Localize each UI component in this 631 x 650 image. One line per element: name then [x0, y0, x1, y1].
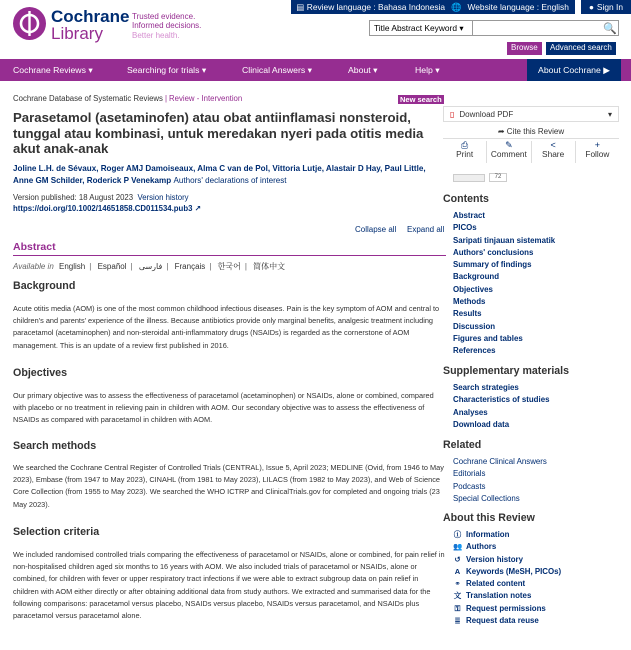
about-item-translation-notes[interactable] [453, 590, 561, 602]
related-item[interactable]: Podcasts [453, 481, 486, 491]
about-item-request-data-reuse[interactable] [453, 615, 561, 627]
nav-label: Clinical Answers [242, 65, 306, 75]
sign-in-label: Sign In [596, 2, 623, 12]
keywords-icon: A [454, 566, 461, 576]
background-heading: Background [13, 280, 76, 292]
about-review-heading: About this Review [443, 512, 535, 524]
search-bar [369, 20, 619, 36]
supplementary-heading: Supplementary materials [443, 365, 569, 377]
nav-label: About [348, 65, 371, 75]
selection-criteria-heading: Selection criteria [13, 526, 100, 538]
chevron-down-icon: ▾ [88, 65, 93, 75]
language-link[interactable]: English [59, 262, 86, 271]
search-field-select[interactable]: Title Abstract Keyword ▾ [370, 21, 473, 35]
contents-item[interactable]: Results [453, 309, 482, 319]
separator: | [166, 262, 169, 271]
abstract-heading[interactable]: Abstract [13, 241, 446, 256]
share-label: Share [542, 149, 565, 159]
logo-line1: Cochrane [51, 7, 130, 26]
about-item-label: Request permissions [466, 603, 546, 613]
about-item-label: Authors [466, 542, 497, 552]
publication-meta [13, 192, 201, 214]
breadcrumb-review-type: Review - Intervention [168, 94, 243, 103]
download-pdf-button[interactable] [443, 106, 619, 122]
chevron-down-icon: ▾ [607, 109, 612, 119]
pdf-icon: ▯ [450, 109, 455, 119]
tagline-line3: Better health. [132, 30, 180, 40]
supplementary-item[interactable]: Characteristics of studies [453, 395, 550, 405]
language-link[interactable]: 简体中文 [253, 262, 286, 271]
user-icon: ● [588, 2, 594, 12]
related-heading: Related [443, 439, 482, 451]
contents-item[interactable]: Objectives [453, 284, 493, 294]
about-item-label: Translation notes [466, 591, 532, 601]
altmetric-badge[interactable] [453, 174, 485, 182]
about-cochrane-button[interactable] [527, 59, 621, 81]
contents-item[interactable]: Discussion [453, 321, 496, 331]
follow-button[interactable] [576, 141, 619, 163]
print-button[interactable] [443, 141, 487, 163]
supplementary-list [453, 382, 549, 431]
separator: | [130, 262, 133, 271]
search-button[interactable] [602, 21, 618, 35]
about-item-label: Version history [466, 554, 524, 564]
search-icon: 🔍 [603, 22, 617, 35]
objectives-heading: Objectives [13, 367, 68, 379]
contents-item[interactable]: Summary of findings [453, 260, 532, 270]
data-reuse-icon: ≣ [454, 616, 461, 626]
browse-button[interactable]: Browse [507, 42, 542, 55]
nav-help[interactable] [415, 65, 440, 76]
selection-criteria-text: We included randomised controlled trials comparing the effectiveness of paracetamol or NSAIDs, alone or combined, for pain relief in non-hospitalised children aged six months to 16 years with AOM. We also included trials of paracetamol or NSAIDs, alone or combined, for children with fever or upper respiratory tract infections if we were able to extract subgroup data on pain relief in children with AOM either directly or after obtaining additional data from study authors. We extracted and summarised data for the following comparisons: paracetamol versus placebo, NSAIDs versus placebo, NSAIDs versus paracetamol, and NSAIDs plus paracetamol versus paracetamol alone. [13, 550, 445, 621]
contents-item[interactable]: Abstract [453, 211, 486, 220]
about-item-version-history[interactable] [453, 554, 561, 566]
language-bar [291, 0, 575, 14]
about-item-label: Related content [466, 579, 526, 589]
language-link[interactable]: Español [97, 262, 127, 271]
contents-item[interactable]: References [453, 346, 496, 356]
comment-icon: ✎ [505, 140, 513, 150]
contents-item[interactable]: Figures and tables [453, 333, 523, 343]
version-published: Version published: 18 August 2023 [13, 193, 134, 202]
review-language-link[interactable]: Review language : Bahasa Indonesia [306, 2, 446, 12]
contents-heading: Contents [443, 193, 489, 205]
authors-block [13, 163, 443, 187]
review-language-icon: ▤ [296, 2, 307, 12]
chevron-right-icon: ▶ [603, 64, 610, 75]
objectives-text: Our primary objective was to assess the effectiveness of paracetamol (acetaminophen) or NSAIDs, alone or combined, compared with placebo or no treatment in relieving pain in children with AOM. Our secondary objective was to assess the effectiveness of NSAIDs as compared with paracetamol in children with AOM. [13, 391, 434, 425]
cite-review-button[interactable] [443, 125, 619, 139]
authors-icon: 👥 [453, 542, 463, 552]
chevron-down-icon: ▾ [201, 65, 207, 75]
review-actions [443, 141, 619, 163]
version-history-link[interactable]: Version history [137, 193, 189, 202]
about-item-label: Keywords (MeSH, PICOs) [466, 566, 562, 576]
supplementary-item[interactable]: Search strategies [453, 383, 519, 392]
supplementary-item[interactable]: Analyses [453, 407, 488, 417]
nav-cochrane-reviews[interactable] [13, 65, 93, 76]
top-bar-right [291, 0, 631, 14]
chevron-down-icon: ▾ [373, 65, 378, 75]
about-item-label: Request data reuse [466, 616, 539, 626]
website-language-link[interactable]: Website language : English [467, 2, 569, 12]
main-nav [0, 59, 631, 81]
doi-link[interactable]: https://doi.org/10.1002/14651858.CD011534.pub3 [13, 204, 193, 213]
permissions-icon: ⚿ [454, 603, 461, 613]
logo-wordmark [51, 8, 129, 42]
authors-declarations-link[interactable]: Authors' declarations of interest [173, 175, 287, 185]
about-item-keywords[interactable] [453, 566, 561, 578]
contents-item[interactable]: Methods [453, 297, 486, 307]
language-link[interactable]: فارسی [138, 262, 163, 271]
chevron-down-icon: ▾ [435, 65, 440, 75]
print-icon: ⎙ [461, 140, 469, 150]
separator: | [209, 262, 212, 271]
search-field-select-value: Title Abstract Keyword [374, 23, 458, 33]
about-item-authors[interactable] [453, 541, 561, 553]
breadcrumb-database[interactable]: Cochrane Database of Systematic Reviews [13, 94, 163, 103]
related-list [453, 456, 547, 505]
contents-item[interactable]: Background [453, 272, 500, 282]
new-search-button[interactable]: New search [400, 95, 442, 104]
comment-label: Comment [490, 149, 527, 159]
separator: | [244, 262, 247, 271]
nav-label: Searching for trials [127, 65, 200, 75]
about-cochrane-label: About Cochrane [538, 65, 601, 75]
sign-in-button[interactable] [581, 0, 631, 14]
available-label: Available in [13, 262, 54, 271]
authors-list[interactable]: Joline L.H. de Sévaux, Roger AMJ Damoiseaux, Alma C van de Pol, Vittoria Lutje, Alastair D Hay, Paul Little, Anne GM Schilder, Roderick P Venekamp [13, 164, 426, 185]
nav-about[interactable] [348, 65, 378, 76]
nav-clinical-answers[interactable] [242, 65, 312, 76]
history-icon: ↺ [454, 554, 461, 564]
follow-label: Follow [585, 149, 610, 159]
follow-icon: + [594, 140, 600, 150]
supplementary-item[interactable]: Download data [453, 419, 510, 429]
tagline-line2: Informed decisions. [132, 21, 202, 31]
share-icon: < [550, 140, 556, 150]
search-methods-text: We searched the Cochrane Central Register of Controlled Trials (CENTRAL), Issue 5, April 2023; MEDLINE (Ovid, from 1946 to May 2023), Embase (from 1947 to May 2023), CINAHL (from 1981 to May 2023), LILACS (from 1982 to May 2023), and Web of Science Core Collection (from 1955 to May 2023). We searched the WHO ICTRP and ClinicalTrials.gov for completed and ongoing trials (23 May 2023). [13, 463, 444, 509]
breadcrumb [13, 94, 242, 103]
page-title: Parasetamol (asetaminofen) atau obat antiinflamasi nonsteroid, tunggal atau kombinasi, untuk meredakan nyeri pada otitis media akut anak-anak [13, 110, 424, 156]
collapse-all-link[interactable]: Collapse all [355, 225, 397, 234]
tagline-line1: Trusted evidence. [132, 12, 196, 21]
nav-label: Cochrane Reviews [13, 65, 86, 75]
print-label: Print [456, 149, 474, 159]
related-item[interactable]: Cochrane Clinical Answers [453, 457, 547, 466]
nav-label: Help [415, 65, 433, 75]
translation-icon: 文 [453, 591, 462, 601]
about-item-label: Information [466, 530, 510, 539]
about-item-request-permissions[interactable] [453, 603, 561, 615]
breadcrumb-separator: | [164, 94, 167, 103]
language-link[interactable]: Français [174, 262, 206, 271]
search-methods-heading: Search methods [13, 440, 97, 452]
nav-searching-for-trials[interactable] [127, 65, 206, 76]
external-link-icon: ↗ [194, 204, 202, 213]
cochrane-logo[interactable] [13, 7, 130, 43]
share-button[interactable] [532, 141, 576, 163]
contents-item[interactable]: Saripati tinjauan sistematik [453, 235, 556, 245]
available-languages [13, 261, 285, 272]
about-item-information[interactable] [453, 529, 561, 541]
globe-icon: 🌐 [451, 1, 462, 12]
about-review-list [453, 529, 561, 627]
tagline [132, 12, 201, 40]
contents-item[interactable]: Authors' conclusions [453, 247, 534, 257]
contents-list [453, 210, 555, 358]
cite-review-label: Cite this Review [506, 127, 565, 136]
download-pdf-label: Download PDF [459, 109, 514, 119]
separator: | [89, 262, 92, 271]
advanced-search-button[interactable]: Advanced search [546, 42, 616, 55]
info-icon: ⓘ [453, 530, 462, 539]
link-icon: ⚭ [454, 579, 461, 589]
cochrane-logo-icon [13, 7, 46, 40]
background-text: Acute otitis media (AOM) is one of the most common childhood infectious diseases. Pain is the key symptom of AOM and central to children's and parents' experience of the illness. Because antibiotics provide only marginal benefits, analgesic treatment including paracetamol (acetaminophen) and non-steroidal anti-inflammatory drugs (NSAIDs) is regarded as the cornerstone of AOM management. This is an update of a review first published in 2016. [13, 304, 440, 350]
logo-line2: Library [51, 24, 103, 43]
related-item[interactable]: Editorials [453, 469, 486, 479]
chevron-down-icon: ▾ [307, 65, 313, 75]
expand-all-link[interactable]: Expand all [407, 225, 445, 234]
language-link[interactable]: 한국어 [217, 262, 241, 271]
share-arrow-icon: ➦ [497, 127, 507, 136]
altmetric-count[interactable]: 72 [489, 173, 507, 182]
search-input[interactable] [473, 21, 602, 35]
about-item-related-content[interactable] [453, 578, 561, 590]
comment-button[interactable] [487, 141, 531, 163]
contents-item[interactable]: PICOs [453, 223, 477, 233]
related-item[interactable]: Special Collections [453, 493, 520, 503]
